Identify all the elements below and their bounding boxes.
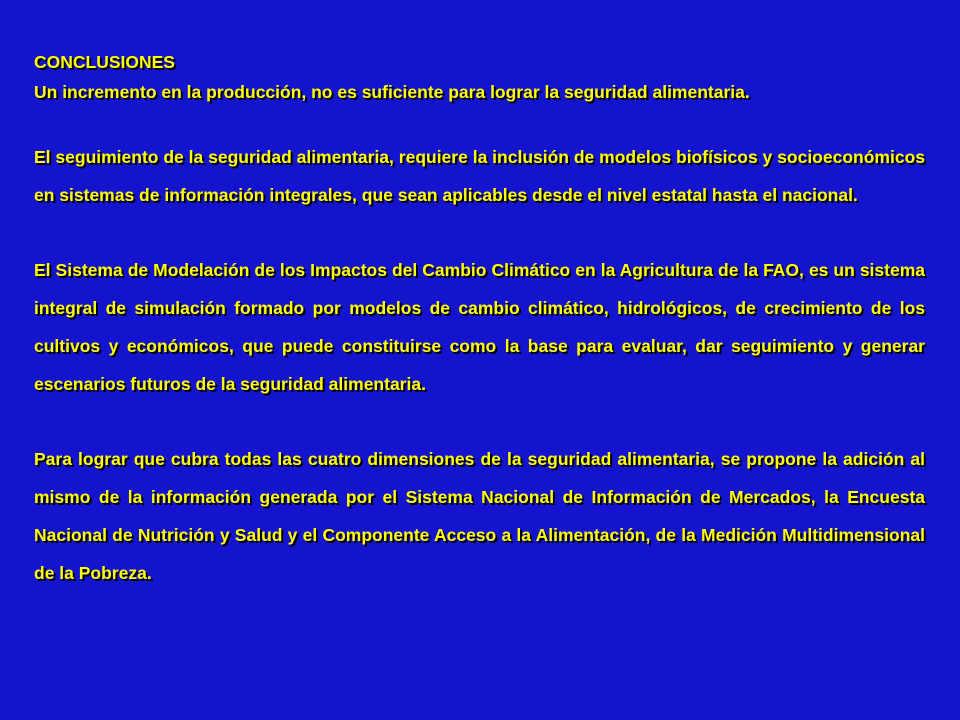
paragraph-fao-system: El Sistema de Modelación de los Impactos del Cambio Climático en la Agricultura de la FAO, es un sistema integral de simulación formado por modelos de cambio climático, hidrológicos, de crecimiento de los cultivos y económicos, que puede constituirse como la base para evaluar, dar seguimiento y generar escenarios futuros de la seguridad alimentaria. <box>34 260 925 394</box>
lead-statement: Un incremento en la producción, no es suficiente para lograr la seguridad alimentaria. <box>34 82 750 102</box>
slide-title: CONCLUSIONES <box>34 52 175 72</box>
paragraph-monitoring: El seguimiento de la seguridad alimentaria, requiere la inclusión de modelos biofísicos y socioeconómicos en sistemas de información integrales, que sean aplicables desde el nivel estatal hasta el nacional. <box>34 147 925 205</box>
paragraph-dimensions: Para lograr que cubra todas las cuatro dimensiones de la seguridad alimentaria, se propone la adición al mismo de la información generada por el Sistema Nacional de Información de Mercados, la Encuesta Nacional de Nutrición y Salud y el Componente Acceso a la Alimentación, de la Medición Multidimensional de la Pobreza. <box>34 449 925 583</box>
